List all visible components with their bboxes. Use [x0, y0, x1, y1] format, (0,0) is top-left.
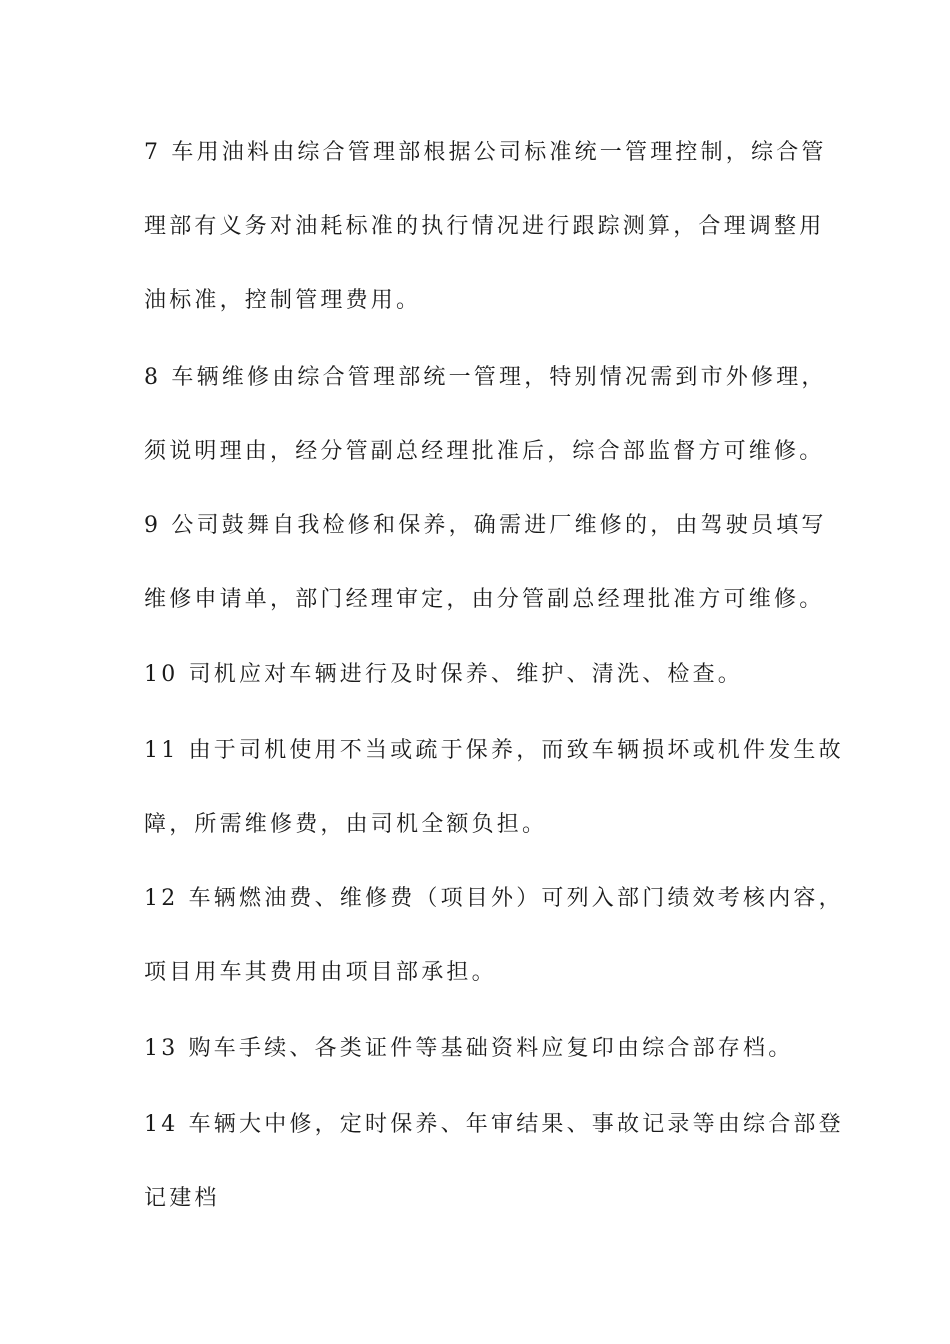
paragraph-9-line-2: 维修申请单，部门经理审定，由分管副总经理批准方可维修。 — [144, 587, 825, 612]
paragraph-7-line-3: 油标准，控制管理费用。 — [144, 288, 422, 313]
paragraph-12-line-1: 12 车辆燃油费、维修费（项目外）可列入部门绩效考核内容， — [144, 886, 844, 911]
paragraph-12-line-2: 项目用车其费用由项目部承担。 — [144, 960, 497, 985]
paragraph-13-line-1: 13 购车手续、各类证件等基础资料应复印由综合部存档。 — [144, 1036, 794, 1061]
paragraph-7-line-1: 7 车用油料由综合管理部根据公司标准统一管理控制，综合管 — [144, 140, 827, 165]
paragraph-14-line-2: 记建档 — [144, 1186, 220, 1211]
paragraph-14-line-1: 14 车辆大中修，定时保养、年审结果、事故记录等由综合部登 — [144, 1112, 844, 1137]
paragraph-8-line-2: 须说明理由，经分管副总经理批准后，综合部监督方可维修。 — [144, 439, 825, 464]
paragraph-9-line-1: 9 公司鼓舞自我检修和保养，确需进厂维修的，由驾驶员填写 — [144, 513, 827, 538]
paragraph-8-line-1: 8 车辆维修由综合管理部统一管理，特别情况需到市外修理， — [144, 365, 827, 390]
paragraph-11-line-1: 11 由于司机使用不当或疏于保养，而致车辆损坏或机件发生故 — [144, 738, 844, 763]
paragraph-11-line-2: 障，所需维修费，由司机全额负担。 — [144, 812, 548, 837]
paragraph-7-line-2: 理部有义务对油耗标准的执行情况进行跟踪测算，合理调整用 — [144, 214, 825, 239]
paragraph-10-line-1: 10 司机应对车辆进行及时保养、维护、清洗、检查。 — [144, 662, 743, 687]
